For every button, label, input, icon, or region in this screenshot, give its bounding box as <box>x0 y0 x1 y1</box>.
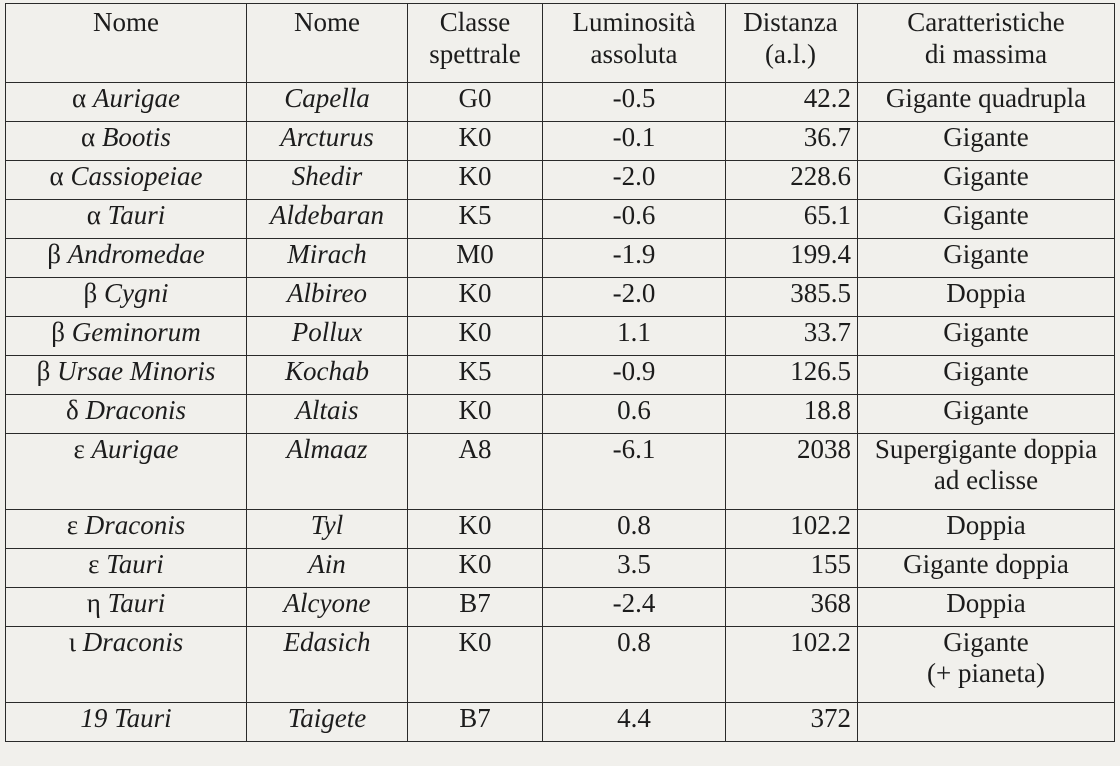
cell-name: Tyl <box>247 510 408 549</box>
cell-designation <box>6 395 247 434</box>
greek-letter: β <box>47 239 62 269</box>
cell-designation <box>6 510 247 549</box>
constellation: Tauri <box>107 200 166 230</box>
cell-characteristics: Gigante (+ pianeta) <box>858 627 1115 703</box>
cell-characteristics: Gigante quadrupla <box>858 83 1115 122</box>
cell-luminosity: 0.8 <box>543 510 726 549</box>
cell-spectral-class: K5 <box>408 200 543 239</box>
table-row <box>6 278 1115 317</box>
constellation: Cassiopeiae <box>70 161 203 191</box>
cell-characteristics: Gigante <box>858 122 1115 161</box>
greek-letter: α <box>86 200 101 230</box>
cell-characteristics: Gigante <box>858 395 1115 434</box>
cell-name: Altais <box>247 395 408 434</box>
cell-distance: 102.2 <box>726 627 858 703</box>
cell-distance: 385.5 <box>726 278 858 317</box>
cell-designation <box>6 356 247 395</box>
cell-luminosity: -2.0 <box>543 161 726 200</box>
table-row <box>6 83 1115 122</box>
cell-name: Ain <box>247 549 408 588</box>
greek-letter: α <box>72 83 87 113</box>
cell-luminosity: -0.6 <box>543 200 726 239</box>
cell-spectral-class: K0 <box>408 122 543 161</box>
greek-letter: ε <box>66 510 79 540</box>
table-row <box>6 200 1115 239</box>
cell-luminosity: -2.0 <box>543 278 726 317</box>
cell-luminosity: -0.1 <box>543 122 726 161</box>
greek-letter: β <box>83 278 98 308</box>
cell-characteristics <box>858 703 1115 742</box>
cell-luminosity: -1.9 <box>543 239 726 278</box>
cell-designation <box>6 703 247 742</box>
cell-luminosity: -0.5 <box>543 83 726 122</box>
cell-characteristics: Gigante <box>858 161 1115 200</box>
cell-name: Capella <box>247 83 408 122</box>
cell-distance: 372 <box>726 703 858 742</box>
cell-name: Albireo <box>247 278 408 317</box>
cell-designation <box>6 434 247 510</box>
cell-spectral-class: A8 <box>408 434 543 510</box>
table-body <box>6 83 1115 742</box>
cell-distance: 228.6 <box>726 161 858 200</box>
table-row <box>6 434 1115 510</box>
cell-distance: 368 <box>726 588 858 627</box>
cell-characteristics: Doppia <box>858 510 1115 549</box>
cell-name: Shedir <box>247 161 408 200</box>
cell-spectral-class: K0 <box>408 317 543 356</box>
cell-name: Edasich <box>247 627 408 703</box>
cell-spectral-class: K0 <box>408 549 543 588</box>
cell-spectral-class: B7 <box>408 588 543 627</box>
cell-designation <box>6 200 247 239</box>
cell-name: Kochab <box>247 356 408 395</box>
header-absolute-luminosity: Luminosità assoluta <box>543 4 726 83</box>
cell-name: Mirach <box>247 239 408 278</box>
constellation: Draconis <box>82 627 184 657</box>
cell-spectral-class: K0 <box>408 627 543 703</box>
cell-distance: 42.2 <box>726 83 858 122</box>
cell-name: Taigete <box>247 703 408 742</box>
table-row <box>6 703 1115 742</box>
cell-luminosity: -0.9 <box>543 356 726 395</box>
cell-luminosity: -2.4 <box>543 588 726 627</box>
constellation: Aurigae <box>92 83 180 113</box>
greek-letter: α <box>49 161 64 191</box>
constellation: Draconis <box>84 510 186 540</box>
cell-spectral-class: B7 <box>408 703 543 742</box>
cell-name: Aldebaran <box>247 200 408 239</box>
greek-letter: β <box>36 356 51 386</box>
table-row <box>6 549 1115 588</box>
table-row <box>6 317 1115 356</box>
constellation: Tauri <box>106 549 164 579</box>
table-row <box>6 161 1115 200</box>
cell-distance: 102.2 <box>726 510 858 549</box>
cell-characteristics: Gigante <box>858 317 1115 356</box>
cell-luminosity: 1.1 <box>543 317 726 356</box>
constellation: Draconis <box>85 395 186 425</box>
cell-characteristics: Doppia <box>858 588 1115 627</box>
cell-spectral-class: G0 <box>408 83 543 122</box>
cell-name: Almaaz <box>247 434 408 510</box>
cell-spectral-class: K5 <box>408 356 543 395</box>
table-row <box>6 356 1115 395</box>
cell-designation <box>6 239 247 278</box>
constellation: Geminorum <box>71 317 201 347</box>
header-row <box>6 4 1115 83</box>
cell-characteristics: Gigante <box>858 356 1115 395</box>
cell-distance: 33.7 <box>726 317 858 356</box>
cell-spectral-class: K0 <box>408 395 543 434</box>
cell-distance: 126.5 <box>726 356 858 395</box>
cell-distance: 2038 <box>726 434 858 510</box>
greek-letter: α <box>81 122 96 152</box>
constellation: Bootis <box>101 122 171 152</box>
greek-letter: ι <box>68 627 76 657</box>
header-characteristics: Caratteristiche di massima <box>858 4 1115 83</box>
cell-characteristics: Supergigante doppia ad eclisse <box>858 434 1115 510</box>
cell-luminosity: 4.4 <box>543 703 726 742</box>
greek-letter: δ <box>66 395 79 425</box>
greek-letter: ε <box>88 549 100 579</box>
cell-distance: 18.8 <box>726 395 858 434</box>
cell-luminosity: -6.1 <box>543 434 726 510</box>
header-spectral-class: Classe spettrale <box>408 4 543 83</box>
cell-characteristics: Gigante <box>858 200 1115 239</box>
table-row <box>6 395 1115 434</box>
cell-characteristics: Gigante <box>858 239 1115 278</box>
cell-designation <box>6 161 247 200</box>
cell-distance: 199.4 <box>726 239 858 278</box>
cell-characteristics: Doppia <box>858 278 1115 317</box>
constellation: Cygni <box>104 278 169 308</box>
table-row <box>6 122 1115 161</box>
cell-spectral-class: K0 <box>408 510 543 549</box>
constellation: Aurigae <box>91 434 179 464</box>
cell-designation <box>6 83 247 122</box>
table-row <box>6 239 1115 278</box>
cell-designation <box>6 278 247 317</box>
cell-designation <box>6 122 247 161</box>
header-designation: Nome <box>6 4 247 83</box>
cell-name: Arcturus <box>247 122 408 161</box>
table-row <box>6 588 1115 627</box>
cell-designation <box>6 317 247 356</box>
table-row <box>6 510 1115 549</box>
cell-luminosity: 0.8 <box>543 627 726 703</box>
cell-spectral-class: K0 <box>408 161 543 200</box>
header-distance: Distanza (a.l.) <box>726 4 858 83</box>
cell-luminosity: 3.5 <box>543 549 726 588</box>
cell-spectral-class: M0 <box>408 239 543 278</box>
table-row <box>6 627 1115 703</box>
cell-distance: 36.7 <box>726 122 858 161</box>
constellation: Andromedae <box>67 239 205 269</box>
cell-designation <box>6 627 247 703</box>
cell-designation <box>6 549 247 588</box>
cell-name: Pollux <box>247 317 408 356</box>
cell-luminosity: 0.6 <box>543 395 726 434</box>
cell-characteristics: Gigante doppia <box>858 549 1115 588</box>
header-name: Nome <box>247 4 408 83</box>
constellation: 19 Tauri <box>80 703 172 733</box>
cell-name: Alcyone <box>247 588 408 627</box>
greek-letter: ε <box>73 434 85 464</box>
star-table <box>5 3 1115 742</box>
constellation: Ursae Minoris <box>57 356 216 386</box>
cell-distance: 155 <box>726 549 858 588</box>
greek-letter: η <box>86 588 101 618</box>
constellation: Tauri <box>107 588 166 618</box>
cell-spectral-class: K0 <box>408 278 543 317</box>
cell-distance: 65.1 <box>726 200 858 239</box>
cell-designation <box>6 588 247 627</box>
greek-letter: β <box>51 317 65 347</box>
